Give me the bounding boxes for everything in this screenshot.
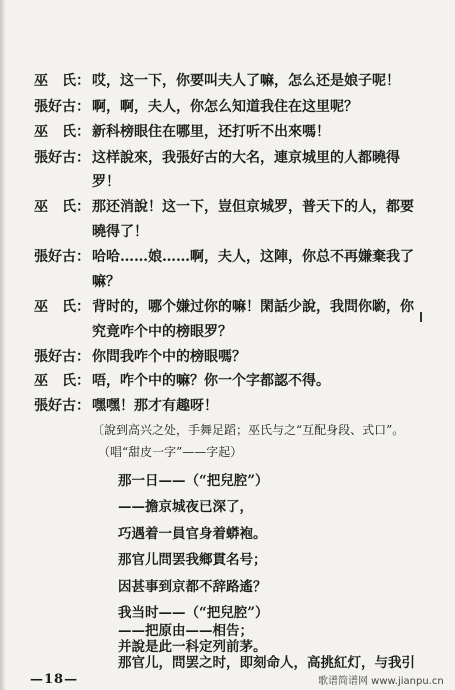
verse-text: ——把原由——相告；: [118, 623, 253, 639]
speaker-name: 巫 氏：: [34, 73, 90, 89]
speaker-name: 張好古：: [34, 349, 90, 365]
speaker-name: 張好古：: [34, 249, 90, 265]
speaker-name: 巫 氏：: [34, 199, 90, 215]
dialogue-text: 究竟咋个中的榜眼罗？: [92, 324, 232, 340]
dialogue-text: 这样說來，我張好古的大名，連京城里的人都曉得: [92, 150, 400, 166]
verse-text: 那官儿問罢我鄉貫名号；: [118, 552, 267, 568]
verse-text: ——擔京城夜已深了，: [118, 499, 253, 515]
margin-mark: [420, 312, 422, 322]
dialogue-text: 唔，咋个中的嘛？你一个字都認不得。: [92, 373, 330, 389]
speaker-name: 張好古：: [34, 99, 90, 115]
dialogue-text: 嘛？: [92, 274, 120, 290]
dialogue-text: 新科榜眼住在哪里，还打听不出來嗎！: [92, 124, 330, 140]
dialogue-text: 罗！: [92, 174, 120, 190]
page-number: —18—: [30, 672, 79, 687]
verse-text: 巧遇着一員官身着蟒袍。: [118, 526, 267, 542]
verse-text: 因甚事到京都不辞路遙？: [118, 579, 267, 595]
dialogue-text: 哈哈……娘……啊，夫人，这陣，你总不再嫌棄我了: [92, 249, 414, 265]
speaker-name: 巫 氏：: [34, 373, 90, 389]
tune-instruction: （唱“甜皮一字”——字起）: [98, 445, 243, 459]
speaker-name: 張好古：: [34, 150, 90, 166]
site-watermark: 歌谱简谱网 www.jianpu.cn: [318, 676, 444, 687]
speaker-name: 巫 氏：: [34, 299, 90, 315]
stage-direction: 〔說到高兴之处，手舞足蹈；巫氏与之“互配身段、式口”。: [92, 423, 405, 437]
dialogue-text: 背时的，哪个嫌过你的嘛！閑話少說，我問你喲，你: [92, 299, 414, 315]
verse-text: 并說是此一科定列前茅。: [118, 639, 267, 655]
dialogue-text: 啊，啊，夫人，你怎么知道我住在这里呢？: [92, 99, 358, 115]
dialogue-text: 曉得了！: [92, 224, 148, 240]
verse-text: 我当时——（“把兒腔”）: [118, 605, 269, 621]
speaker-name: 巫 氏：: [34, 124, 90, 140]
speaker-name: 張好古：: [34, 398, 90, 414]
verse-text: 那一日——（“把兒腔”）: [118, 473, 269, 489]
verse-text: 那官儿，問罢之时，即刻命人，高挑紅灯，与我引: [118, 655, 415, 671]
dialogue-text: 哎，这一下，你要叫夫人了嘛，怎么还是娘子呢！: [92, 73, 400, 89]
dialogue-text: 你問我咋个中的榜眼嗎？: [92, 349, 246, 365]
dialogue-text: 嘿嘿！那才有趣呀！: [92, 398, 218, 414]
page-gutter-shadow: [0, 0, 6, 690]
dialogue-text: 那还消說！这一下，豈但京城罗，普天下的人，都要: [92, 199, 414, 215]
